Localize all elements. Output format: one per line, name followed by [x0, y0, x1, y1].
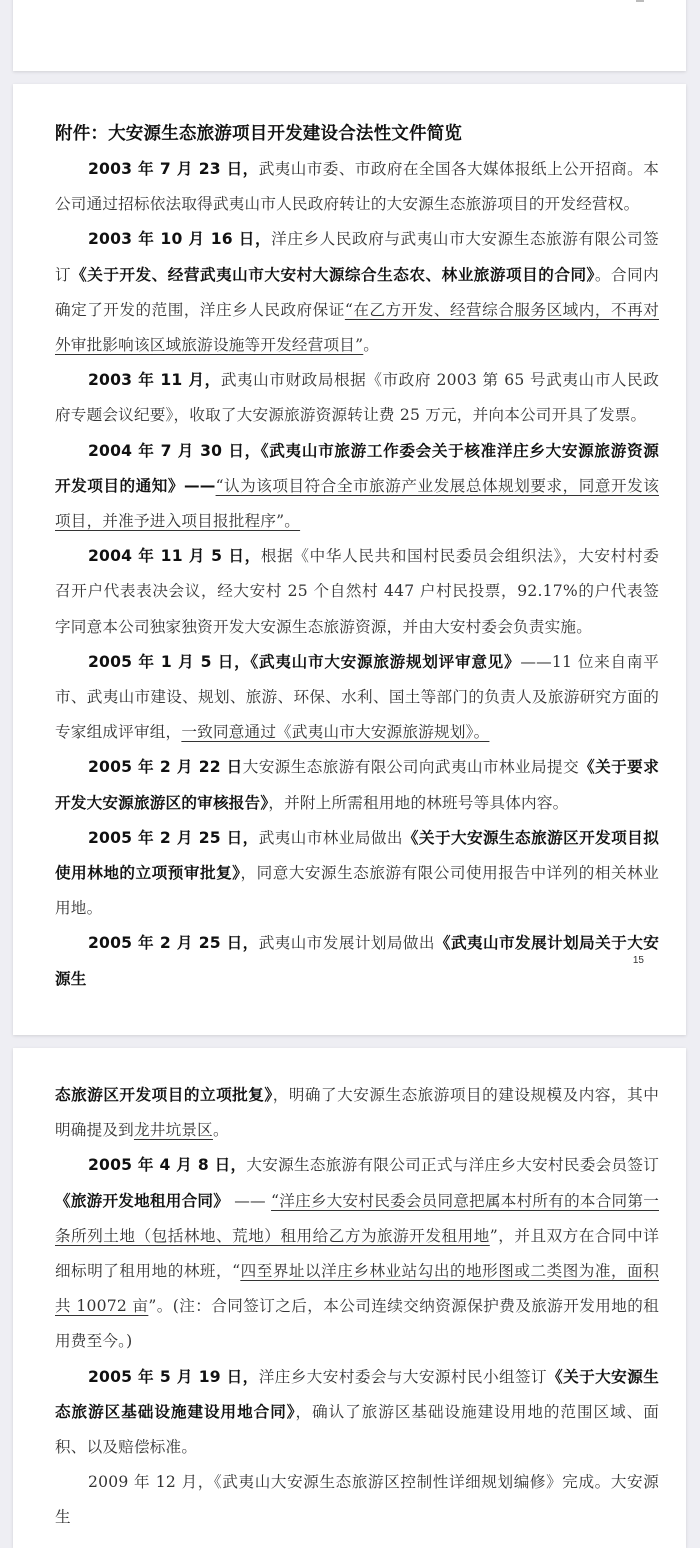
paragraph-text: 武夷山市林业局做出	[258, 828, 403, 847]
paragraph-2005-02-25-forestry	[55, 821, 659, 927]
paragraph-text: 洋庄乡大安村委会与大安源村民小组签订	[258, 1367, 548, 1386]
date-label: 2004 年 7 月 30 日，	[88, 441, 261, 460]
paragraph-text: 。合同内确定了开发的范围，洋庄乡人民政府保证	[55, 265, 659, 319]
document-page-15	[13, 84, 686, 1035]
paragraph-text: ”，并且双方在合同中详细标明了租用地的林班，“	[55, 1226, 659, 1281]
dash: ——	[229, 1191, 272, 1210]
paragraph-2005-01-05	[55, 645, 659, 751]
date-label: 2005 年 2 月 22 日	[88, 758, 243, 777]
paragraph-2003-11	[55, 363, 659, 433]
paragraph-text: 洋庄乡人民政府与武夷山市大安源生态旅游有限公司签订	[55, 230, 659, 284]
document-reference: 《武夷山市大安源旅游规划评审意见》	[250, 652, 521, 671]
page-content	[55, 1078, 659, 1536]
underlined-quote: 龙井坑景区	[133, 1121, 213, 1140]
paragraph-text: ，并附上所需租用地的林班号等具体内容。	[268, 793, 569, 812]
date-label: 2003 年 10 月 16 日，	[88, 230, 272, 249]
date-label: 2005 年 4 月 8 日，	[88, 1156, 247, 1175]
paragraph-2005-05-19	[55, 1360, 659, 1466]
document-reference: 《关于大安源生态旅游区基础设施建设用地合同》	[55, 1367, 660, 1421]
paragraph-text: 2009 年 12 月，《武夷山大安源生态旅游区控制性详细规划编修》完成。大安源生	[55, 1473, 659, 1527]
page-number: 15	[632, 955, 644, 966]
paragraph-text: 大安源生态旅游有限公司正式与洋庄乡大安村民委会员签订	[246, 1156, 660, 1175]
paragraph-text: 武夷山市发展计划局做出	[258, 934, 435, 953]
paragraph-text: ——11 位来自南平市、武夷山市建设、规划、旅游、环保、水利、国土等部门的负责人及旅游研究方面的专家组成评审组，	[55, 652, 659, 742]
underlined-quote: “认为该项目符合全市旅游产业发展总体规划要求，同意开发该项目，并准予进入项目报批程序”。	[55, 476, 659, 531]
date-label: 2005 年 1 月 5 日，	[88, 652, 251, 671]
previous-page-number-fragment	[636, 0, 644, 2]
underlined-quote: “在乙方开发、经营综合服务区域内，不再对外审批影响该区域旅游设施等开发经营项目”	[55, 300, 659, 355]
date-label: 2005 年 2 月 25 日，	[88, 828, 259, 847]
paragraph-2005-04-08	[55, 1148, 659, 1359]
document-reference: 《关于大安源生态旅游区开发项目拟使用林地的立项预审批复》	[55, 828, 660, 883]
document-reference: 态旅游区开发项目的立项批复》	[55, 1086, 273, 1104]
paragraph-2003-07-23	[55, 152, 659, 222]
paragraph-text: ，同意大安源生态旅游有限公司使用报告中详列的相关林业用地。	[55, 864, 659, 918]
paragraph-text: 大安源生态旅游有限公司向武夷山市林业局提交	[242, 758, 580, 777]
paragraph-text: ，确认了旅游区基础设施建设用地的范围区域、面积、以及赔偿标准。	[55, 1402, 660, 1457]
paragraph-2005-02-25-planning	[55, 926, 659, 996]
date-label: 2004 年 11 月 5 日，	[88, 547, 261, 566]
paragraph-2003-10-16	[55, 222, 659, 363]
date-label: 2005 年 2 月 25 日，	[88, 934, 259, 953]
date-label: 2003 年 11 月，	[88, 371, 221, 390]
date-label: 2005 年 5 月 19 日，	[88, 1367, 259, 1386]
page-content	[55, 116, 659, 997]
paragraph-text: 根据《中华人民共和国村民委员会组织法》，大安村村委召开户代表表决会议，经大安村 25 个自然村 447 户村民投票，92.17%的户代表签字同意本公司独家独资开发大安源生态旅游资源，并由大安村委会负责实施。	[55, 547, 660, 636]
document-page-16	[13, 1048, 686, 1548]
underlined-quote: 一致同意通过《武夷山市大安源旅游规划》。	[181, 723, 490, 742]
paragraph-text: ，明确了大安源生态旅游项目的建设规模及内容，其中明确提及到	[55, 1086, 659, 1140]
document-reference: 《关于要求开发大安源旅游区的审核报告》	[55, 758, 659, 812]
paragraph-text: ”。(注：合同签订之后，本公司连续交纳资源保护费及旅游开发用地的租用费至今。)	[55, 1297, 660, 1351]
paragraph-text: 武夷山市财政局根据《市政府 2003 第 65 号武夷山市人民政府专题会议纪要》，收取了大安源旅游资源转让费 25 万元，并向本公司开具了发票。	[55, 371, 659, 425]
paragraph-text: 。	[363, 336, 380, 355]
paragraph-2005-02-22	[55, 750, 659, 820]
paragraph-text: 武夷山市委、市政府在全国各大媒体报纸上公开招商。本公司通过招标依法取得武夷山市人民政府转让的大安源生态旅游项目的开发经营权。	[55, 160, 659, 214]
document-title: 附件：大安源生态旅游项目开发建设合法性文件简览	[55, 124, 463, 144]
underlined-quote: 四至界址以洋庄乡林业站勾出的地形图或二类图为准，面积共 10072 亩	[55, 1262, 659, 1316]
paragraph-2004-07-30	[55, 434, 659, 540]
paragraph-continued-approval	[55, 1078, 659, 1148]
document-reference: 《关于开发、经营武夷山市大安村大源综合生态农、林业旅游项目的合同》	[71, 265, 595, 284]
paragraph-2004-11-05	[55, 539, 659, 645]
underlined-quote: “洋庄乡大安村民委会员同意把属本村所有的本合同第一条所列土地（包括林地、荒地）租用给乙方为旅游开发租用地	[55, 1191, 659, 1245]
document-reference: 《武夷山市旅游工作委会关于核准洋庄乡大安源旅游资源开发项目的通知》	[55, 441, 660, 495]
document-reference: 《旅游开发地租用合同》	[55, 1191, 230, 1210]
paragraph-text: 。	[212, 1121, 229, 1140]
document-reference: 《武夷山市发展计划局关于大安源生	[55, 934, 660, 988]
dash: ——	[183, 476, 216, 495]
date-label: 2003 年 7 月 23 日，	[88, 160, 259, 178]
paragraph-2009-12	[55, 1465, 659, 1535]
previous-page	[13, 0, 686, 71]
